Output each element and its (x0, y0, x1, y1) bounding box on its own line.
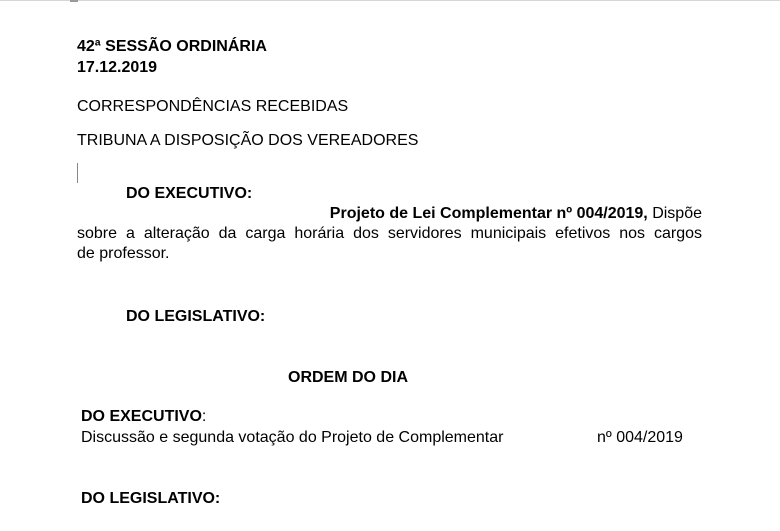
ordem-legislativo-heading: DO LEGISLATIVO: (81, 490, 221, 507)
ordem-executivo-heading (81, 407, 206, 427)
legislativo-heading: DO LEGISLATIVO: (126, 308, 266, 325)
ordem-do-dia-heading: ORDEM DO DIA (288, 369, 408, 386)
discussao-text: Discussão e segunda votação do Projeto de Complementar (81, 429, 504, 446)
session-title: 42ª SESSÃO ORDINÁRIA (77, 38, 267, 55)
session-date: 17.12.2019 (77, 59, 158, 76)
correspondencias-heading: CORRESPONDÊNCIAS RECEBIDAS (77, 98, 349, 115)
page-top-edge (0, 0, 780, 1)
ordem-executivo-colon: : (201, 408, 207, 425)
projeto-line-1 (262, 204, 702, 224)
ruler-marker (70, 0, 78, 2)
text-cursor (77, 163, 78, 183)
tribuna-heading: TRIBUNA A DISPOSIÇÃO DOS VEREADORES (77, 132, 419, 149)
executivo-heading: DO EXECUTIVO: (126, 185, 253, 202)
projeto-desc-start: Dispõe (647, 205, 702, 222)
projeto-desc-line-3: de professor. (77, 245, 170, 262)
projeto-desc-line-2: sobre a alteração da carga horária dos servidores municipais efetivos nos cargos (77, 225, 702, 242)
ordem-executivo-label: DO EXECUTIVO (81, 408, 202, 425)
projeto-title: Projeto de Lei Complementar nº 004/2019, (329, 205, 648, 222)
discussao-number: nº 004/2019 (597, 429, 683, 446)
